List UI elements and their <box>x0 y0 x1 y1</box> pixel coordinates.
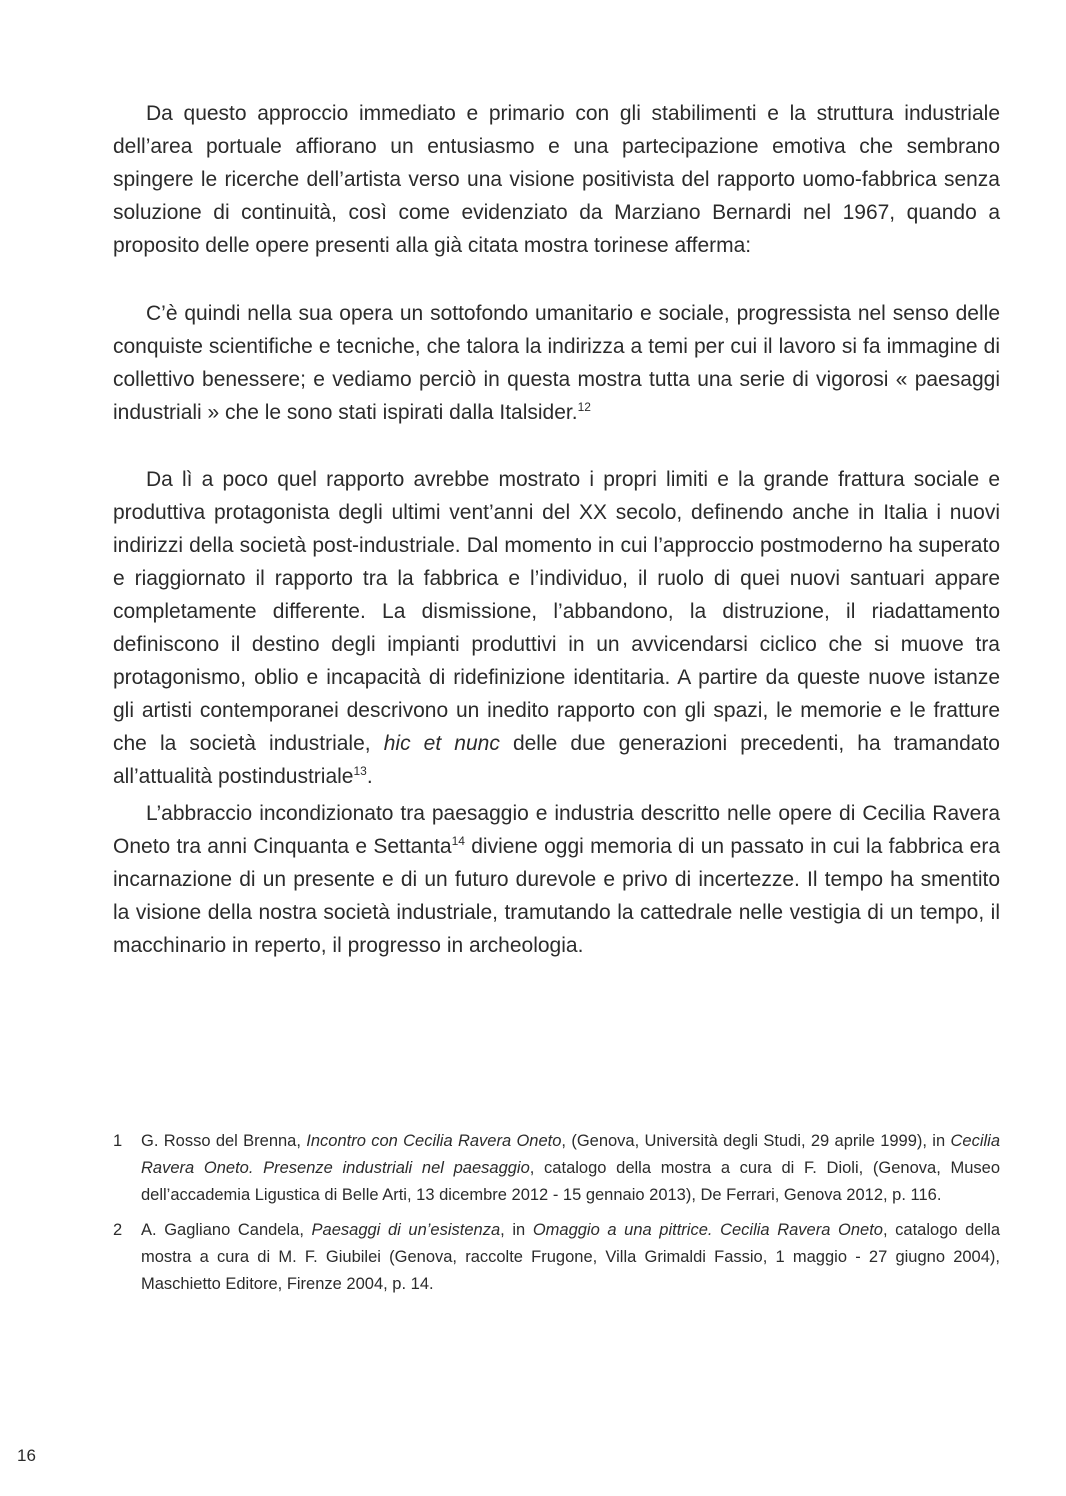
paragraph-conclusion-text-end: diviene oggi memoria di un passato in cui la fabbrica era incarnazione di un presente e di un futuro durevole e privo di incertezze. Il tempo ha smentito la visione della nostra società industriale, tramutando la cattedrale nelle vestigia di un tempo, il macchinario in reperto, il progresso in archeologia. <box>113 835 1000 957</box>
paragraph-conclusion-text-start: L’abbraccio incondizionato tra paesaggio e industria descritto nelle opere di Cecilia Ravera Oneto tra anni Cinquanta e Settanta <box>113 802 1000 858</box>
paragraph-intro-text: Da questo approccio immediato e primario con gli stabilimenti e la struttura industriale dell’area portuale affiorano un entusiasmo e una partecipazione emotiva che sembrano spingere le ricerche dell’artista verso una visione positivista del rapporto uomo-fabbrica senza soluzione di continuità, così come evidenziato da Marziano Bernardi nel 1967, quando a proposito delle opere presenti alla già citata mostra torinese afferma: <box>113 102 1000 257</box>
paragraph-postindustrial-text: Da lì a poco quel rapporto avrebbe mostrato i propri limiti e la grande frattura sociale e produttiva protagonista degli ultimi vent’anni del XX secolo, definendo anche in Italia i nuovi indirizzi della società post-industriale. Dal momento in cui l’approccio postmoderno ha superato e riaggiornato il rapporto tra la fabbrica e l’individuo, il ruolo di quei nuovi santuari appare completamente differente. La dismissione, l’abbandono, la distruzione, il riadattamento definiscono il destino degli impianti produttivi in un avvicendarsi ciclico che si muove tra protagonismo, oblio e incapacità di ridefinizione identitaria. A partire da queste nuove istanze gli artisti contemporanei descrivono un inedito rapporto con gli spazi, le memorie e le fratture che la società industriale, <box>113 468 1000 755</box>
footnote-2 <box>113 1217 1000 1298</box>
footnote-title: Paesaggi di un’esistenza <box>311 1221 501 1239</box>
footnote-text: , (Genova, Università degli Studi, 29 aprile 1999), in <box>561 1132 946 1150</box>
paragraph-conclusion <box>113 797 1000 962</box>
footnote-title: Incontro con Cecilia Ravera Oneto <box>306 1132 562 1150</box>
italic-phrase: hic et nunc <box>383 732 500 755</box>
footnote-text: , in <box>500 1221 526 1239</box>
footnote-text: G. Rosso del Brenna, <box>141 1132 301 1150</box>
footnote-title: Cecilia Ravera Oneto. Presenze industriali nel paesaggio <box>141 1132 1001 1177</box>
paragraph-postindustrial-period: . <box>366 765 373 788</box>
paragraph-postindustrial-text-end: delle due generazioni precedenti, ha tramandato all’attualità postindustriale <box>113 732 1000 788</box>
footnote-ref-14: 14 <box>451 834 465 848</box>
footnote-ref-13: 13 <box>353 764 367 778</box>
footnote-title: Omaggio a una pittrice. Cecilia Ravera Oneto <box>532 1221 883 1239</box>
footnote-text: A. Gagliano Candela, <box>141 1221 304 1239</box>
footnote-1 <box>113 1128 1000 1209</box>
page-number: 16 <box>17 1446 36 1465</box>
paragraph-postindustrial <box>113 463 1000 793</box>
paragraph-intro <box>113 97 1000 262</box>
footnote-ref-12: 12 <box>577 400 591 414</box>
footnote-text: , catalogo della mostra a cura di M. F. Giubilei (Genova, raccolte Frugone, Villa Grimaldi Fassio, 1 maggio - 27 giugno 2004), Maschietto Editore, Firenze 2004, p. 14. <box>141 1221 1001 1293</box>
quote-text: C’è quindi nella sua opera un sottofondo umanitario e sociale, progressista nel senso delle conquiste scientifiche e tecniche, che talora la indirizza a temi per cui il lavoro si fa immagine di collettivo benessere; e vediamo perciò in questa mostra tutta una serie di vigorosi « paesaggi industriali » che le sono stati ispirati dalla Italsider. <box>113 302 1000 424</box>
footnote-number: 1 <box>113 1132 123 1150</box>
footnote-text: , catalogo della mostra a cura di F. Dioli, (Genova, Museo dell’accademia Ligustica di Belle Arti, 13 dicembre 2012 - 15 gennaio 2013), De Ferrari, Genova 2012, p. 116. <box>141 1159 1000 1204</box>
footnote-number: 2 <box>113 1221 123 1239</box>
footnotes-section <box>113 1128 1000 1306</box>
block-quote <box>113 297 1000 429</box>
